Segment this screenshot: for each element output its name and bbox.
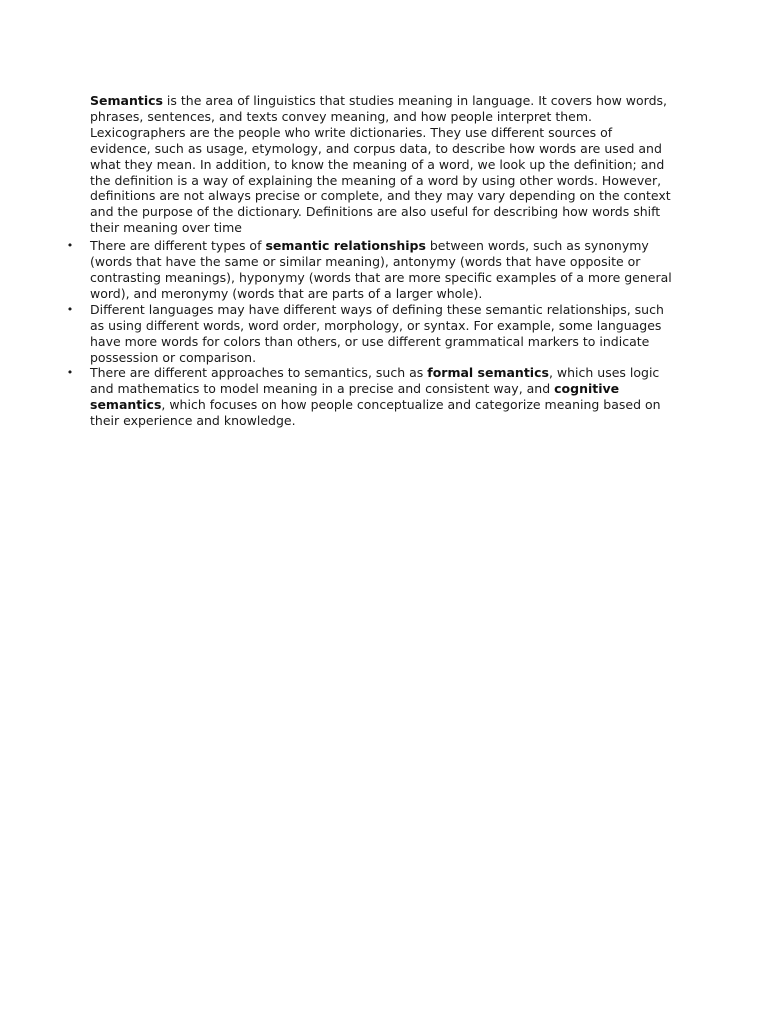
- bullet-icon: •: [66, 366, 74, 380]
- intro-paragraph: [90, 93, 674, 236]
- bullet-item-relationships: [66, 238, 674, 302]
- document-page: [66, 93, 674, 429]
- bullet-item-languages: [66, 301, 674, 366]
- bullet-3-before: There are different approaches to semantics, such as: [90, 365, 428, 381]
- bullet-3-middle: , which uses logic and mathematics to model meaning in a precise and consistent way, and: [90, 365, 660, 397]
- bullet-1-bold: semantic relationships: [265, 238, 426, 254]
- bullet-3-after: , which focuses on how people conceptualize and categorize meaning based on their experience and knowledge.: [90, 397, 661, 429]
- intro-term: Semantics: [90, 93, 163, 108]
- bullet-icon: •: [66, 302, 74, 316]
- bullet-icon: •: [66, 239, 74, 253]
- bullet-list: [66, 238, 674, 429]
- bullet-1-before: There are different types of: [90, 238, 266, 254]
- bullet-2-text: Different languages may have different ways of defining these semantic relationships, such as using different words, word order, morphology, or syntax. For example, some languages have more words for colors than others, or use different grammatical markers to indicate possession or comparison.: [90, 301, 664, 365]
- bullet-3-bold-cognitive: cognitive semantics: [90, 381, 620, 413]
- bullet-1-after: between words, such as synonymy (words that have the same or similar meaning), antonymy (words that have opposite or contrasting meanings), hyponymy (words that are more specific examples of a more general word), and meronymy (words that are parts of a larger whole).: [90, 238, 672, 301]
- bullet-item-approaches: [66, 365, 674, 429]
- bullet-3-bold-formal: formal semantics: [427, 365, 549, 381]
- intro-text: is the area of linguistics that studies meaning in language. It covers how words, phrases, sentences, and texts convey meaning, and how people interpret them. Lexicographers are the people who write dictionaries. They use different sources of evidence, such as usage, etymology, and corpus data, to describe how words are used and what they mean. In addition, to know the meaning of a word, we look up the definition; and the definition is a way of explaining the meaning of a word by using other words. However, definitions are not always precise or complete, and they may vary depending on the context and the purpose of the dictionary. Definitions are also useful for describing how words shift their meaning over time: [90, 93, 671, 236]
